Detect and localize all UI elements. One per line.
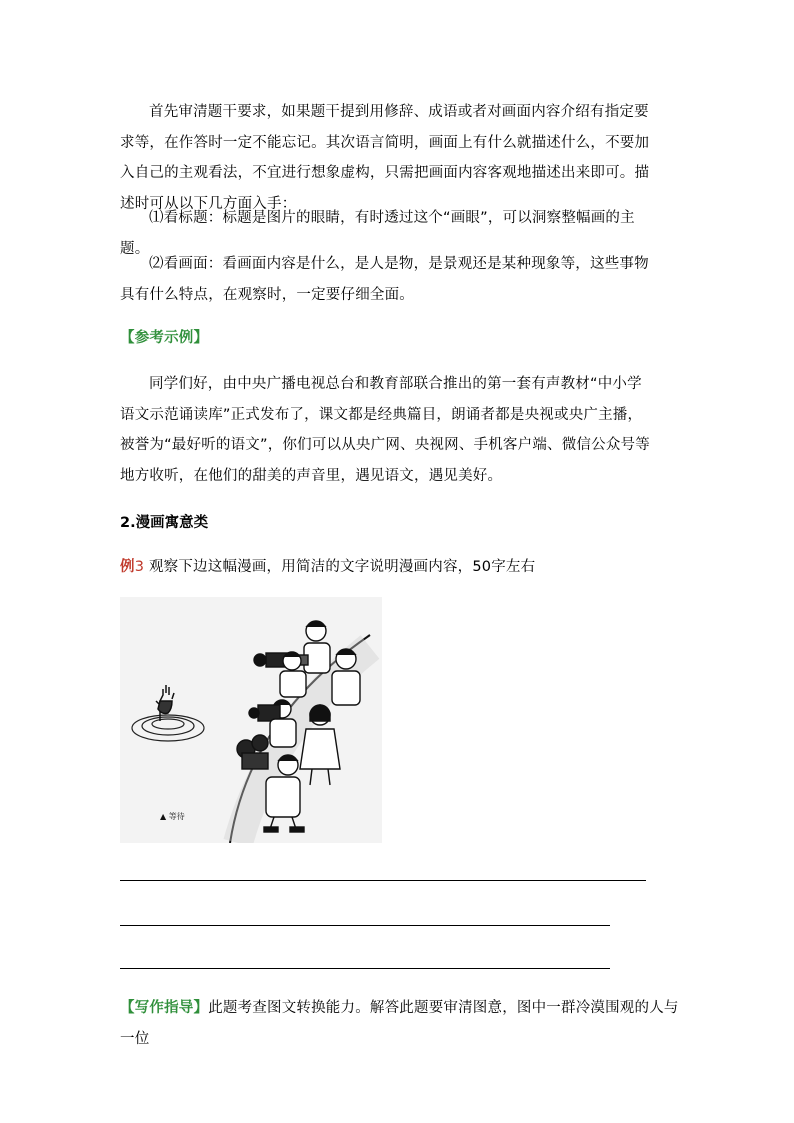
guide-tag: 【写作指导】 — [120, 1000, 209, 1016]
guide-paragraph — [120, 993, 680, 1054]
answer-line-1[interactable] — [120, 880, 646, 881]
example-tag: 例 — [120, 559, 135, 575]
example-prompt-line — [120, 552, 720, 583]
section-heading: 2.漫画寓意类 — [120, 515, 209, 531]
example-number: 3 — [134, 559, 145, 575]
cartoon-caption: ▲ 等待 — [160, 812, 185, 821]
guide-text: 此题考查图文转换能力。解答此题要审清图意，图中一群冷漠围观的人与一位 — [120, 1000, 679, 1047]
tip-picture-paragraph: ⑵看画面：看画面内容是什么，是人是物，是景观还是某种现象等，这些事物具有什么特点，在观察时，一定要仔细全面。 — [120, 256, 649, 303]
sample-paragraph: 同学们好，由中央广播电视总台和教育部联合推出的第一套有声教材“中小学语文示范诵读库”正式发布了，课文都是经典篇目，朗诵者都是央视或央广主播，被誉为“最好听的语文”，你们可以从央广网、央视网、手机客户端、微信公众号等地方收听，在他们的甜美的声音里，遇见语文，遇见美好。 — [120, 376, 650, 484]
example-prompt: 观察下边这幅漫画，用简洁的文字说明漫画内容，50字左右 — [148, 559, 536, 575]
answer-line-2[interactable] — [120, 925, 610, 926]
cartoon-image — [120, 597, 382, 843]
intro-paragraph: 首先审清题干要求，如果题干提到用修辞、成语或者对画面内容介绍有指定要求等，在作答时一定不能忘记。其次语言简明，画面上有什么就描述什么，不要加入自己的主观看法，不宜进行想象虚构，只需把画面内容客观地描述出来即可。描述时可从以下几方面入手： — [120, 104, 650, 212]
tip-title-paragraph: ⑴看标题：标题是图片的眼睛，有时透过这个“画眼”，可以洞察整幅画的主题。 — [120, 210, 635, 257]
sample-tag: 【参考示例】 — [120, 330, 209, 346]
answer-line-3[interactable] — [120, 968, 610, 969]
sample-tag-line — [120, 323, 650, 354]
